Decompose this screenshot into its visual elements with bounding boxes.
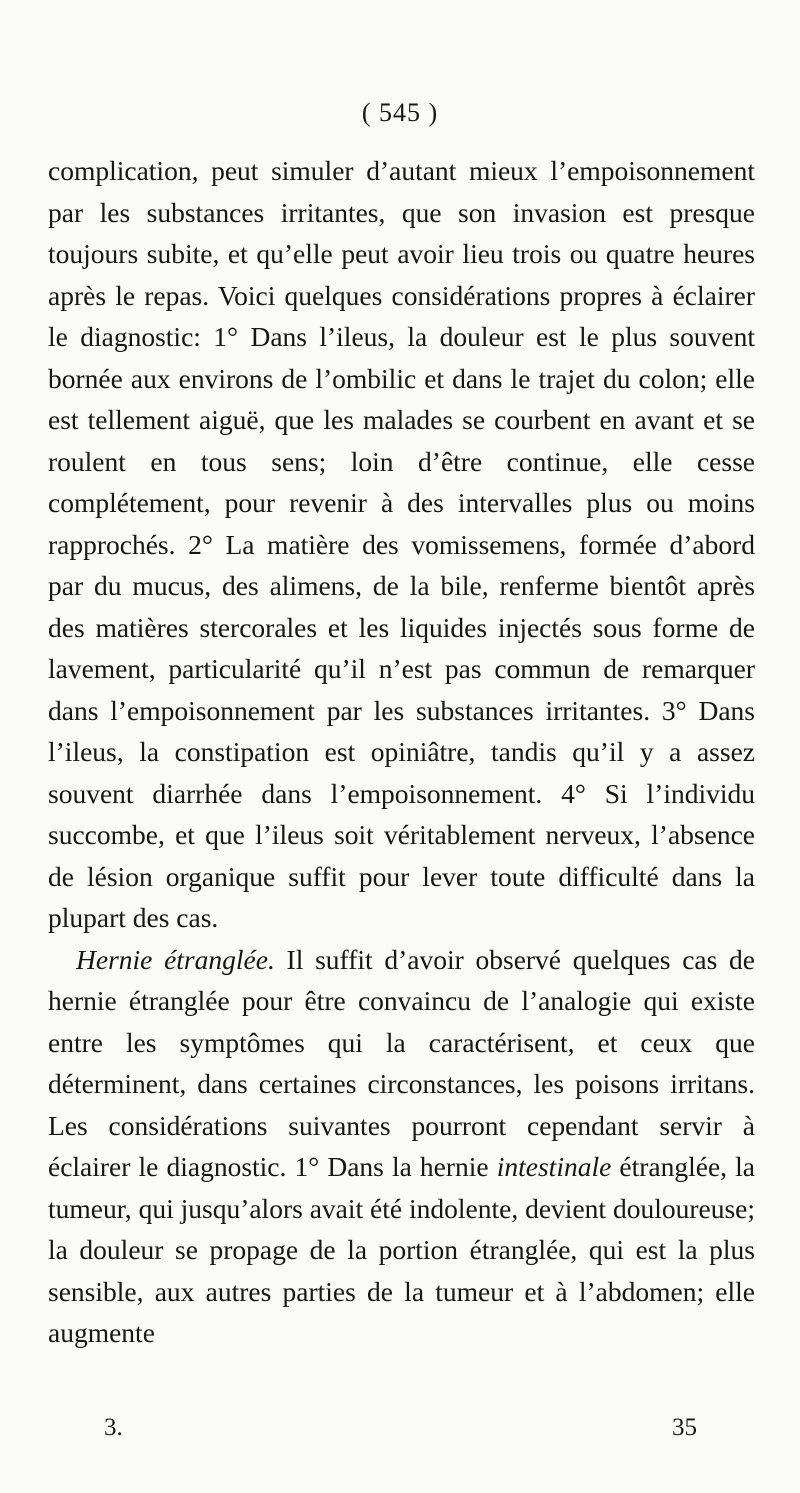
paragraph-text: étranglée, la tumeur, qui jusqu’alors avait été indolente, devient douloureuse; la douleur se propage de la portion étranglée, qui est la plus sensible, aux autres parties de la tumeur et à l’abdomen; elle augmente [48, 1151, 756, 1348]
paragraph-text: Il suffit d’avoir observé quelques cas de hernie étranglée pour être convaincu de l’analogie qui existe entre les symptômes qui la caractérisent, et ceux que déterminent, dans certaines circonstances, les poisons irritans. Les considérations suivantes pourront cependant servir à éclairer le diagnostic. 1° Dans la hernie [48, 943, 756, 1182]
paragraph-hernie [48, 939, 755, 1354]
page-number: ( 545 ) [361, 98, 439, 127]
italic-term: intestinale [496, 1151, 612, 1182]
sheet-number: 35 [672, 1414, 697, 1441]
signature-mark: 3. [104, 1414, 123, 1441]
body-text [48, 150, 755, 1354]
paragraph-ileus: complication, peut simuler d’autant mieux l’empoisonnement par les substances irritantes, que son invasion est presque toujours subite, et qu’elle peut avoir lieu trois ou quatre heures après le repas. Voici quelques considérations propres à éclairer le diagnostic: 1° Dans l’ileus, la douleur est le plus souvent bornée aux environs de l’ombilic et dans le trajet du colon; elle est tellement aiguë, que les malades se courbent en avant et se roulent en tous sens; loin d’être continue, elle cesse complétement, pour revenir à des intervalles plus ou moins rapprochés. 2° La matière des vomissemens, formée d’abord par du mucus, des alimens, de la bile, renferme bientôt après des matières stercorales et les liquides injectés sous forme de lavement, particularité qu’il n’est pas commun de remarquer dans l’empoisonnement par les substances irritantes. 3° Dans l’ileus, la constipation est opiniâtre, tandis qu’il y a assez souvent diarrhée dans l’empoisonnement. 4° Si l’individu succombe, et que l’ileus soit véritablement nerveux, l’absence de lésion organique suffit pour lever toute difficulté dans la plupart des cas. [48, 155, 755, 933]
section-lead-term: Hernie étranglée. [76, 943, 275, 975]
